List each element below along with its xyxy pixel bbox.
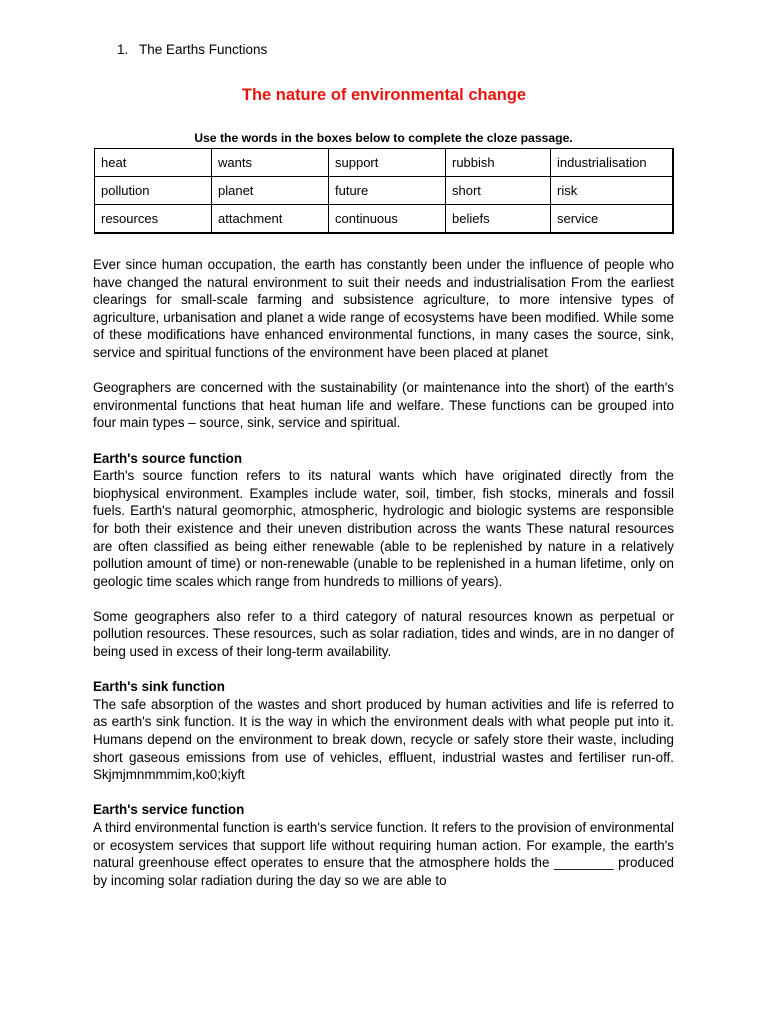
service-function-heading: Earth's service function — [93, 802, 245, 818]
paragraph-source-function: Earth's source function refers to its natural wants which have originated directly from the biophysical environment. Examples include water, soil, timber, fish stocks, minerals and fossil fuels. Earth's natural geomorphic, atmospheric, hydrologic and biologic systems are responsible for both their existence and their uneven distribution across the wants These natural resources are often classified as being either renewable (able to be replenished by nature in a relatively pollution amount of time) or non-renewable (unable to be replenished in a human lifetime, only on geologic time scales which range from hundreds to millions of years). — [93, 468, 674, 589]
cloze-passage — [93, 256, 674, 907]
word-cell: pollution — [95, 177, 212, 205]
word-cell: risk — [551, 177, 674, 205]
word-cell: short — [446, 177, 551, 205]
word-cell: resources — [95, 205, 212, 234]
page-title: The nature of environmental change — [241, 86, 527, 104]
word-cell: support — [329, 149, 446, 177]
word-cell: rubbish — [446, 149, 551, 177]
word-cell: industrialisation — [551, 149, 674, 177]
word-cell: service — [551, 205, 674, 234]
word-box-row — [95, 177, 674, 205]
paragraph-service-function: A third environmental function is earth's service function. It refers to the provision of environmental or ecosystem services that support life without requiring human action. For example, the earth's natural greenhouse effect operates to ensure that the atmosphere holds the ________ produced by incoming solar radiation during the day so we are able to — [93, 820, 674, 888]
word-cell: beliefs — [446, 205, 551, 234]
paragraph-perpetual-resources: Some geographers also refer to a third category of natural resources known as perpetual or pollution resources. These resources, such as solar radiation, tides and winds, are in no danger of being used in excess of their long-term availability. — [93, 608, 674, 660]
numbered-heading — [117, 42, 267, 57]
word-cell: continuous — [329, 205, 446, 234]
paragraph-sustainability: Geographers are concerned with the sustainability (or maintenance into the short) of the earth's environmental functions that heat human life and welfare. These functions can be grouped into four main types – source, sink, service and spiritual. — [93, 380, 674, 431]
cloze-instruction: Use the words in the boxes below to complete the cloze passage. — [194, 131, 573, 145]
paragraph-intro: Ever since human occupation, the earth has constantly been under the influence of people who have changed the natural environment to suit their needs and industrialisation From the earliest clearings for small-scale farming and subsistence agriculture, to more intensive types of agriculture, urbanisation and planet a wide range of ecosystems have been modified. While some of these modifications have enhanced environmental functions, in many cases the source, sink, service and spiritual functions of the environment have been placed at planet — [93, 257, 674, 360]
list-number: 1. — [117, 42, 129, 57]
source-function-heading: Earth's source function — [93, 450, 243, 466]
list-heading-text: The Earths Functions — [139, 42, 268, 57]
sink-function-heading: Earth's sink function — [93, 679, 225, 695]
word-cell: attachment — [212, 205, 329, 234]
word-cell: wants — [212, 149, 329, 177]
word-box-row — [95, 205, 674, 234]
word-box-row — [95, 149, 674, 177]
word-cell: future — [329, 177, 446, 205]
word-cell: heat — [95, 149, 212, 177]
word-cell: planet — [212, 177, 329, 205]
paragraph-sink-function: The safe absorption of the wastes and short produced by human activities and life is referred to as earth's sink function. It is the way in which the environment deals with what people put into it. Humans depend on the environment to break down, recycle or safely store their waste, including short gaseous emissions from use of vehicles, effluent, industrial wastes and fertiliser run-off. Skjmjmnmmmim,ko0;kiyft — [93, 696, 674, 783]
word-box-table — [94, 148, 674, 234]
